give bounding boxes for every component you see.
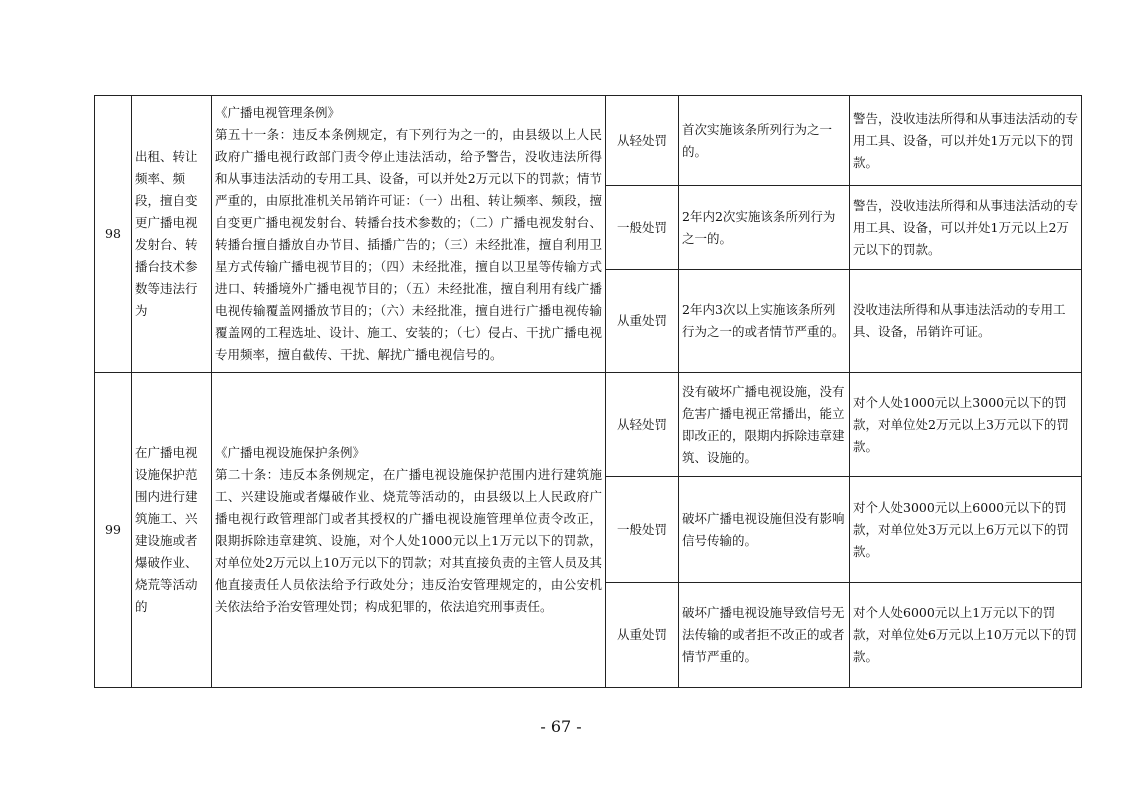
- penalty-standard: 对个人处6000元以上1万元以下的罚款，对单位处6万元以上10万元以下的罚款。: [850, 583, 1082, 688]
- penalty-level: 一般处罚: [606, 186, 679, 270]
- item-number: 99: [95, 373, 132, 688]
- penalty-standard: 警告，没收违法所得和从事违法活动的专用工具、设备，可以并处1万元以上2万元以下的罚款。: [850, 186, 1082, 270]
- table-row: [95, 373, 1082, 477]
- legal-basis-title: 《广播电视管理条例》: [215, 105, 341, 120]
- circumstance: 没有破坏广播电视设施，没有危害广播电视正常播出，能立即改正的，限期内拆除违章建筑、设施的。: [679, 373, 850, 477]
- penalty-standard: 没收违法所得和从事违法活动的专用工具、设备，吊销许可证。: [850, 270, 1082, 373]
- legal-basis-text: 第二十条：违反本条例规定，在广播电视设施保护范围内进行建筑施工、兴建设施或者爆破作业、烧荒等活动的，由县级以上人民政府广播电视行政管理部门或者其授权的广播电视设施管理单位责令改正，限期拆除违章建筑、设施，对个人处1000元以上1万元以下的罚款，对单位处2万元以上10万元以下的罚款；对其直接负责的主管人员及其他直接责任人员依法给予行政处分；违反治安管理规定的，由公安机关依法给予治安管理处罚；构成犯罪的，依法追究刑事责任。: [215, 467, 602, 614]
- penalty-level: 从轻处罚: [606, 96, 679, 186]
- legal-basis: [212, 373, 606, 688]
- circumstance: 2年内2次实施该条所列行为之一的。: [679, 186, 850, 270]
- penalty-level: 从轻处罚: [606, 373, 679, 477]
- penalty-standards-table: [94, 95, 1082, 688]
- violation-behavior: 在广播电视设施保护范围内进行建筑施工、兴建设施或者爆破作业、烧荒等活动的: [132, 373, 212, 688]
- legal-basis-title: 《广播电视设施保护条例》: [215, 445, 366, 460]
- penalty-level: 一般处罚: [606, 477, 679, 583]
- circumstance: 破坏广播电视设施导致信号无法传输的或者拒不改正的或者情节严重的。: [679, 583, 850, 688]
- violation-behavior: 出租、转让频率、频段，擅自变更广播电视发射台、转播台技术参数等违法行为: [132, 96, 212, 373]
- circumstance: 破坏广播电视设施但没有影响信号传输的。: [679, 477, 850, 583]
- penalty-standard: 警告，没收违法所得和从事违法活动的专用工具、设备，可以并处1万元以下的罚款。: [850, 96, 1082, 186]
- penalty-level: 从重处罚: [606, 270, 679, 373]
- penalty-standard: 对个人处3000元以上6000元以下的罚款，对单位处3万元以上6万元以下的罚款。: [850, 477, 1082, 583]
- penalty-standard: 对个人处1000元以上3000元以下的罚款，对单位处2万元以上3万元以下的罚款。: [850, 373, 1082, 477]
- legal-basis: [212, 96, 606, 373]
- circumstance: 首次实施该条所列行为之一的。: [679, 96, 850, 186]
- page-number: - 67 -: [540, 717, 582, 736]
- legal-basis-text: 第五十一条：违反本条例规定，有下列行为之一的，由县级以上人民政府广播电视行政部门责令停止违法活动，给予警告，没收违法所得和从事违法活动的专用工具、设备，可以并处2万元以下的罚款；情节严重的，由原批准机关吊销许可证：（一）出租、转让频率、频段，擅自变更广播电视发射台、转播台技术参数的；（二）广播电视发射台、转播台擅自播放自办节目、插播广告的；（三）未经批准，擅自利用卫星方式传输广播电视节目的；（四）未经批准，擅自以卫星等传输方式进口、转播境外广播电视节目的；（五）未经批准，擅自利用有线广播电视传输覆盖网播放节目的；（六）未经批准，擅自进行广播电视传输覆盖网的工程选址、设计、施工、安装的；（七）侵占、干扰广播电视专用频率，擅自截传、干扰、解扰广播电视信号的。: [215, 127, 602, 362]
- circumstance: 2年内3次以上实施该条所列行为之一的或者情节严重的。: [679, 270, 850, 373]
- table-row: [95, 96, 1082, 186]
- penalty-level: 从重处罚: [606, 583, 679, 688]
- item-number: 98: [95, 96, 132, 373]
